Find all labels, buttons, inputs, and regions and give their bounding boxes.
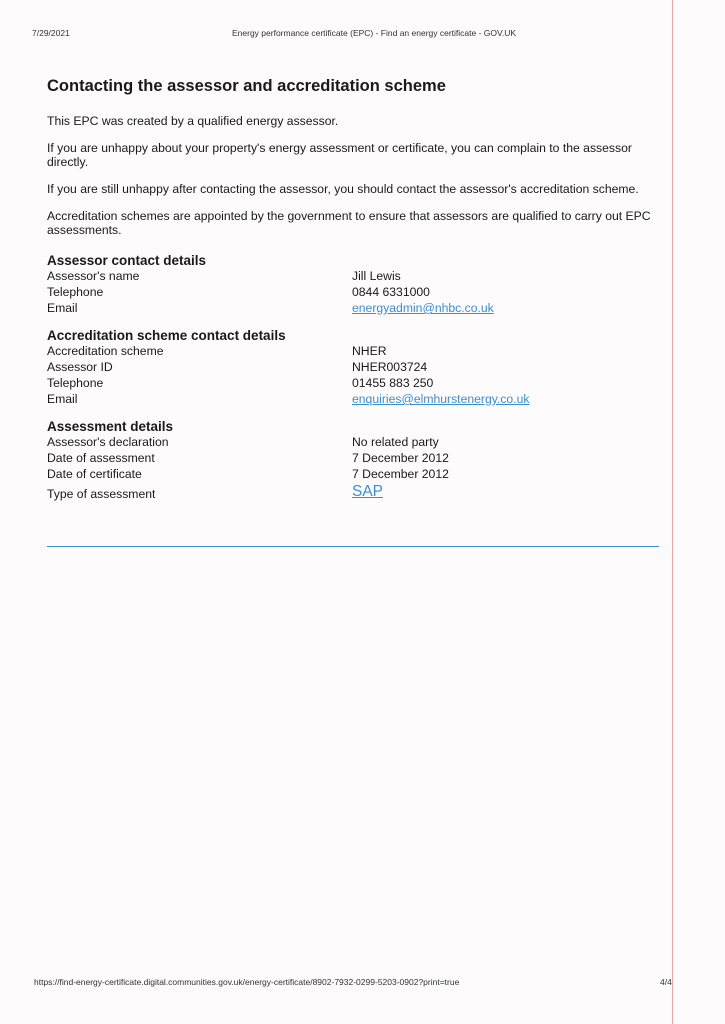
assessor-email-row <box>47 300 662 316</box>
page-title: Contacting the assessor and accreditation scheme <box>47 77 446 95</box>
assessor-name-row <box>47 268 662 284</box>
assessor-telephone-label: Telephone <box>47 285 104 299</box>
page-edge-line <box>672 0 673 1024</box>
scheme-name-row <box>47 343 662 359</box>
declaration-value: No related party <box>352 435 439 449</box>
scheme-contact-section <box>47 328 662 407</box>
assessor-email-label: Email <box>47 301 78 315</box>
certificate-date-value: 7 December 2012 <box>352 467 449 481</box>
scheme-telephone-label: Telephone <box>47 376 104 390</box>
assessor-id-row <box>47 359 662 375</box>
assessor-email-link[interactable]: energyadmin@nhbc.co.uk <box>352 301 494 315</box>
assessor-telephone-row <box>47 284 662 300</box>
assessment-type-row <box>47 482 662 502</box>
section-divider <box>47 546 659 547</box>
assessment-type-label: Type of assessment <box>47 487 156 501</box>
paragraph-complain: If you are unhappy about your property's energy assessment or certificate, you can complain to the assessor directly. <box>47 141 632 169</box>
assessment-date-label: Date of assessment <box>47 451 155 465</box>
scheme-email-label: Email <box>47 392 78 406</box>
page-number: 4/4 <box>660 977 672 987</box>
scheme-email-link[interactable]: enquiries@elmhurstenergy.co.uk <box>352 392 530 406</box>
certificate-date-label: Date of certificate <box>47 467 142 481</box>
assessor-contact-section <box>47 253 662 316</box>
assessment-date-row <box>47 450 662 466</box>
scheme-email-row <box>47 391 662 407</box>
scheme-telephone-row <box>47 375 662 391</box>
assessor-telephone-value: 0844 6331000 <box>352 285 430 299</box>
assessment-type-link[interactable]: SAP <box>352 483 384 500</box>
assessor-name-value: Jill Lewis <box>352 269 401 283</box>
print-date: 7/29/2021 <box>32 28 70 38</box>
assessor-id-value: NHER003724 <box>352 360 428 374</box>
main-content <box>47 76 662 502</box>
print-url: https://find-energy-certificate.digital.communities.gov.uk/energy-certificate/8902-7932-0299-5203-0902?print=true <box>34 977 460 987</box>
certificate-date-row <box>47 466 662 482</box>
scheme-name-label: Accreditation scheme <box>47 344 164 358</box>
declaration-row <box>47 434 662 450</box>
paragraph-schemes: Accreditation schemes are appointed by the government to ensure that assessors are qualified to carry out EPC assessments. <box>47 209 651 237</box>
scheme-telephone-value: 01455 883 250 <box>352 376 434 390</box>
assessor-name-label: Assessor's name <box>47 269 140 283</box>
assessment-details-heading: Assessment details <box>47 419 174 434</box>
paragraph-still-unhappy: If you are still unhappy after contacting the assessor, you should contact the assessor's accreditation scheme. <box>47 182 639 196</box>
print-title: Energy performance certificate (EPC) - Find an energy certificate - GOV.UK <box>232 28 517 38</box>
assessment-date-value: 7 December 2012 <box>352 451 449 465</box>
paragraph-intro: This EPC was created by a qualified energy assessor. <box>47 114 339 128</box>
assessor-contact-heading: Assessor contact details <box>47 253 207 268</box>
scheme-contact-heading: Accreditation scheme contact details <box>47 328 286 343</box>
assessor-id-label: Assessor ID <box>47 360 113 374</box>
assessment-details-section <box>47 419 662 502</box>
declaration-label: Assessor's declaration <box>47 435 169 449</box>
scheme-name-value: NHER <box>352 344 387 358</box>
